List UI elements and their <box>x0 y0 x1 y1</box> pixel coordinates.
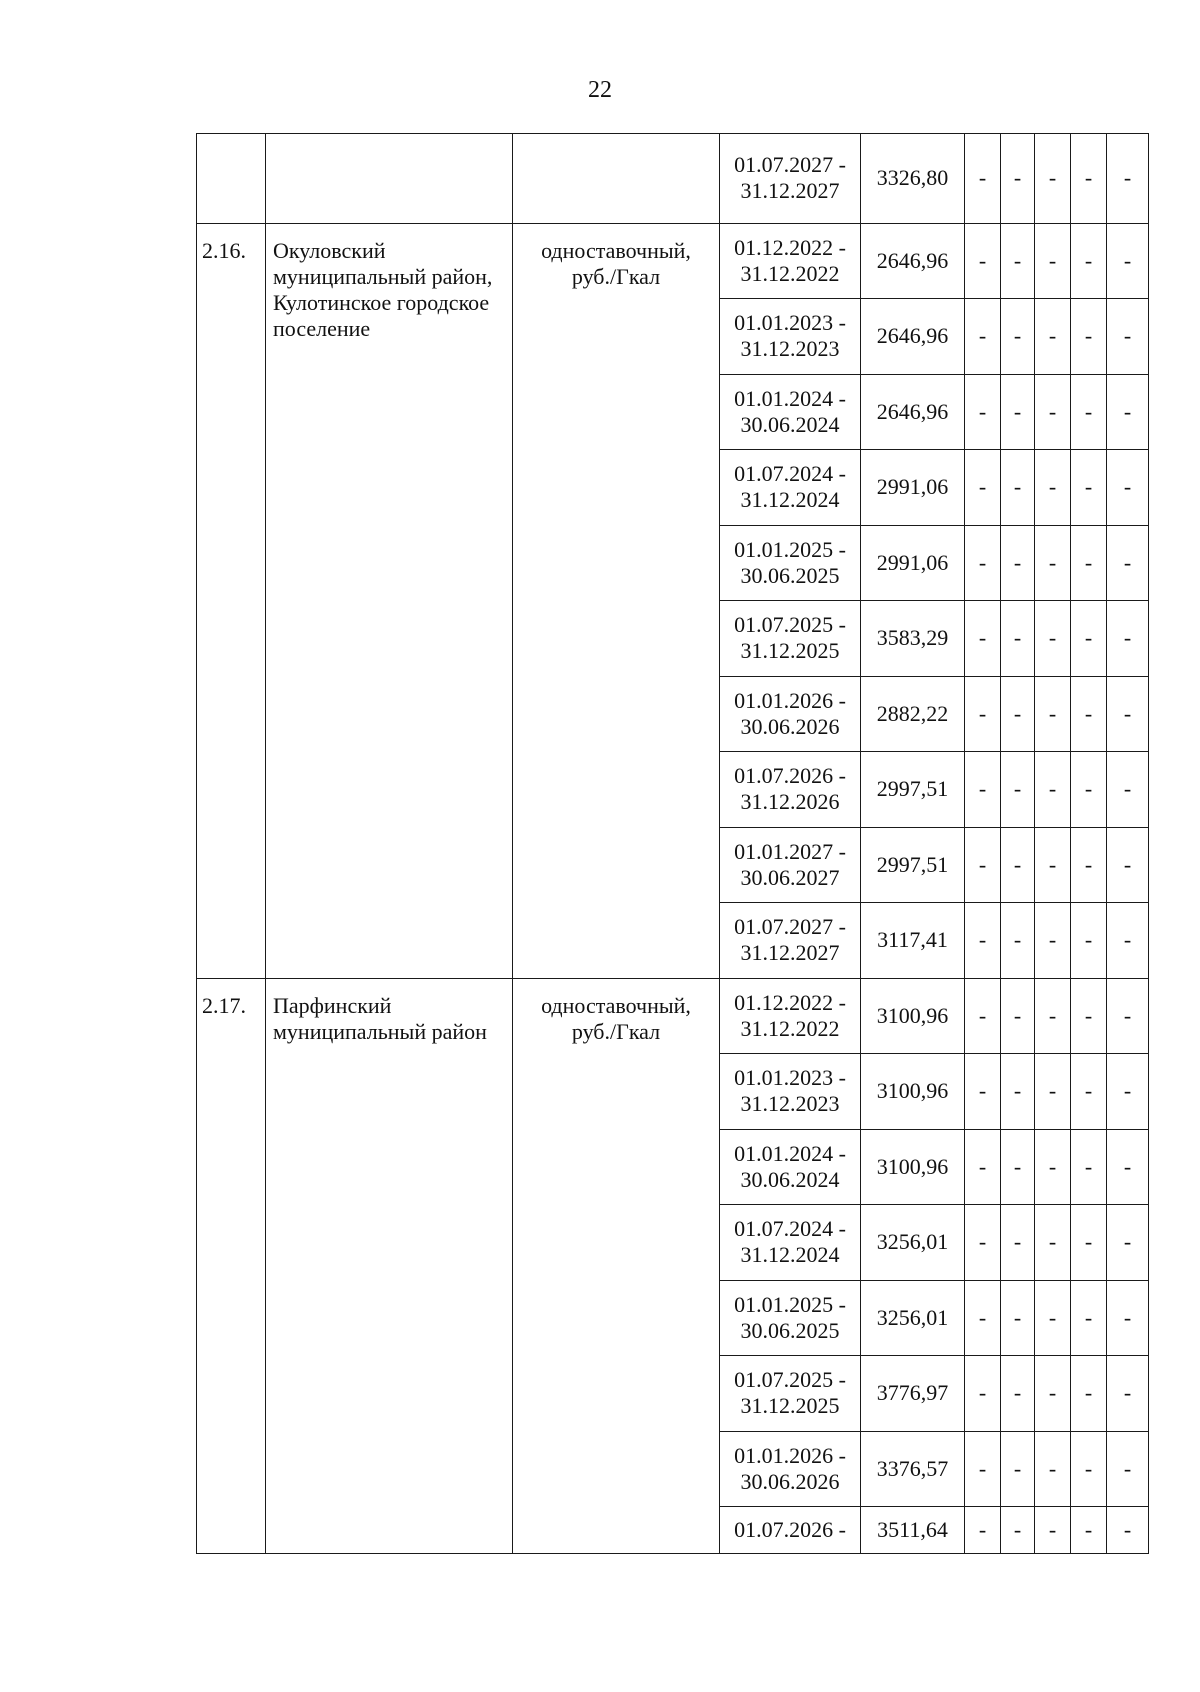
empty-rate-cell: - <box>1107 299 1149 375</box>
period-cell <box>720 827 861 903</box>
empty-rate-cell: - <box>1107 1431 1149 1507</box>
empty-rate-cell: - <box>1107 903 1149 979</box>
empty-rate-cell: - <box>1107 450 1149 526</box>
empty-rate-cell: - <box>1107 601 1149 677</box>
period-end: 30.06.2024 <box>740 411 840 437</box>
empty-rate-cell: - <box>1071 1356 1107 1432</box>
period-cell <box>720 299 861 375</box>
tariff-table <box>196 133 1149 1554</box>
tariff-value-cell: 2646,96 <box>861 223 965 299</box>
row-number-cell: 2.16. <box>197 223 266 978</box>
empty-rate-cell: - <box>1001 1280 1035 1356</box>
page-number: 22 <box>588 77 612 103</box>
tariff-value-cell: 3100,96 <box>861 978 965 1054</box>
empty-rate-cell: - <box>1071 676 1107 752</box>
empty-rate-cell: - <box>1035 978 1071 1054</box>
tariff-value-cell: 3583,29 <box>861 601 965 677</box>
period-end: 30.06.2025 <box>740 562 840 588</box>
tariff-value-cell: 2997,51 <box>861 752 965 828</box>
period-start: 01.01.2025 - <box>734 1291 846 1317</box>
tariff-kind-cell: одноставочный, руб./Гкал <box>513 978 720 1554</box>
period-end: 31.12.2025 <box>740 638 840 664</box>
period-start: 01.07.2024 - <box>734 461 846 487</box>
empty-rate-cell: - <box>1001 374 1035 450</box>
empty-rate-cell: - <box>1035 450 1071 526</box>
empty-rate-cell: - <box>1107 752 1149 828</box>
empty-rate-cell: - <box>1001 676 1035 752</box>
empty-rate-cell: - <box>1035 903 1071 979</box>
tariff-value-cell: 3100,96 <box>861 1129 965 1205</box>
empty-rate-cell: - <box>1107 374 1149 450</box>
period-end: 31.12.2024 <box>740 1242 840 1268</box>
empty-rate-cell: - <box>1107 1205 1149 1281</box>
tariff-value-cell: 3326,80 <box>861 134 965 224</box>
row-number-cell: 2.17. <box>197 978 266 1554</box>
period-cell <box>720 1054 861 1130</box>
area-cell: Парфинский муниципальный район <box>266 978 513 1554</box>
period-cell <box>720 1356 861 1432</box>
empty-rate-cell: - <box>1071 299 1107 375</box>
period-cell <box>720 903 861 979</box>
table-row <box>197 134 1149 224</box>
empty-rate-cell: - <box>1071 601 1107 677</box>
empty-rate-cell: - <box>965 450 1001 526</box>
tariff-value-cell: 3776,97 <box>861 1356 965 1432</box>
empty-rate-cell: - <box>1035 134 1071 224</box>
empty-rate-cell: - <box>965 1507 1001 1554</box>
period-cell <box>720 374 861 450</box>
empty-rate-cell: - <box>1035 374 1071 450</box>
empty-rate-cell: - <box>1071 827 1107 903</box>
period-cell <box>720 1129 861 1205</box>
empty-rate-cell: - <box>965 978 1001 1054</box>
empty-rate-cell: - <box>965 676 1001 752</box>
tariff-value-cell: 3511,64 <box>861 1507 965 1554</box>
period-cell <box>720 978 861 1054</box>
tariff-table-body <box>197 134 1149 1554</box>
empty-rate-cell: - <box>965 1205 1001 1281</box>
row-number-cell <box>197 134 266 224</box>
period-cell <box>720 134 861 224</box>
empty-rate-cell: - <box>965 1129 1001 1205</box>
period-cell <box>720 601 861 677</box>
empty-rate-cell: - <box>1071 1280 1107 1356</box>
tariff-value-cell: 3376,57 <box>861 1431 965 1507</box>
empty-rate-cell: - <box>965 1431 1001 1507</box>
empty-rate-cell: - <box>965 1054 1001 1130</box>
empty-rate-cell: - <box>1107 1054 1149 1130</box>
area-cell: Окуловский муниципальный район, Кулотинское городское поселение <box>266 223 513 978</box>
period-start: 01.01.2024 - <box>734 385 846 411</box>
period-start: 01.01.2023 - <box>734 1065 846 1091</box>
empty-rate-cell: - <box>1071 1205 1107 1281</box>
period-start: 01.01.2024 - <box>734 1140 846 1166</box>
tariff-value-cell: 2991,06 <box>861 525 965 601</box>
empty-rate-cell: - <box>1001 1205 1035 1281</box>
period-start: 01.01.2027 - <box>734 838 846 864</box>
period-cell <box>720 1507 861 1554</box>
period-cell <box>720 223 861 299</box>
empty-rate-cell: - <box>965 525 1001 601</box>
empty-rate-cell: - <box>1035 1054 1071 1130</box>
period-end: 31.12.2027 <box>740 940 840 966</box>
empty-rate-cell: - <box>1035 752 1071 828</box>
period-end: 30.06.2027 <box>740 864 840 890</box>
empty-rate-cell: - <box>1071 978 1107 1054</box>
empty-rate-cell: - <box>1001 299 1035 375</box>
empty-rate-cell: - <box>1035 601 1071 677</box>
empty-rate-cell: - <box>965 827 1001 903</box>
empty-rate-cell: - <box>1107 827 1149 903</box>
empty-rate-cell: - <box>1107 978 1149 1054</box>
empty-rate-cell: - <box>1071 223 1107 299</box>
period-start: 01.12.2022 - <box>734 234 846 260</box>
period-start: 01.07.2026 - <box>734 763 846 789</box>
empty-rate-cell: - <box>965 903 1001 979</box>
empty-rate-cell: - <box>1035 1356 1071 1432</box>
tariff-value-cell: 2646,96 <box>861 299 965 375</box>
period-end: 31.12.2022 <box>740 1015 840 1041</box>
period-end: 30.06.2026 <box>740 1468 840 1494</box>
period-end: 30.06.2024 <box>740 1166 840 1192</box>
period-start: 01.07.2027 - <box>734 152 846 178</box>
tariff-kind-cell <box>513 134 720 224</box>
period-cell <box>720 1205 861 1281</box>
tariff-value-cell: 2991,06 <box>861 450 965 526</box>
empty-rate-cell: - <box>1035 1431 1071 1507</box>
empty-rate-cell: - <box>1107 1356 1149 1432</box>
empty-rate-cell: - <box>1001 1356 1035 1432</box>
period-cell <box>720 752 861 828</box>
period-start: 01.01.2026 - <box>734 1442 846 1468</box>
period-end: 31.12.2026 <box>740 789 840 815</box>
tariff-value-cell: 3256,01 <box>861 1205 965 1281</box>
table-row <box>197 223 1149 299</box>
empty-rate-cell: - <box>1107 1280 1149 1356</box>
empty-rate-cell: - <box>1035 299 1071 375</box>
empty-rate-cell: - <box>1035 1205 1071 1281</box>
period-cell <box>720 1431 861 1507</box>
period-start: 01.12.2022 - <box>734 989 846 1015</box>
empty-rate-cell: - <box>1001 1507 1035 1554</box>
empty-rate-cell: - <box>1001 903 1035 979</box>
period-start: 01.07.2025 - <box>734 612 846 638</box>
empty-rate-cell: - <box>1107 676 1149 752</box>
tariff-value-cell: 3256,01 <box>861 1280 965 1356</box>
empty-rate-cell: - <box>965 752 1001 828</box>
empty-rate-cell: - <box>1001 223 1035 299</box>
empty-rate-cell: - <box>965 134 1001 224</box>
period-start: 01.07.2027 - <box>734 914 846 940</box>
empty-rate-cell: - <box>1035 223 1071 299</box>
empty-rate-cell: - <box>1107 525 1149 601</box>
empty-rate-cell: - <box>1035 676 1071 752</box>
period-end: 31.12.2023 <box>740 336 840 362</box>
empty-rate-cell: - <box>965 1356 1001 1432</box>
empty-rate-cell: - <box>965 223 1001 299</box>
tariff-value-cell: 2646,96 <box>861 374 965 450</box>
table-row <box>197 978 1149 1054</box>
tariff-value-cell: 2997,51 <box>861 827 965 903</box>
empty-rate-cell: - <box>1071 1129 1107 1205</box>
empty-rate-cell: - <box>1001 450 1035 526</box>
period-start: 01.07.2026 - <box>734 1517 846 1542</box>
area-cell <box>266 134 513 224</box>
empty-rate-cell: - <box>1071 450 1107 526</box>
period-end: 31.12.2022 <box>740 260 840 286</box>
empty-rate-cell: - <box>1071 903 1107 979</box>
period-start: 01.01.2025 - <box>734 536 846 562</box>
empty-rate-cell: - <box>1071 525 1107 601</box>
period-end: 31.12.2024 <box>740 487 840 513</box>
empty-rate-cell: - <box>1071 1054 1107 1130</box>
empty-rate-cell: - <box>1001 601 1035 677</box>
period-start: 01.01.2026 - <box>734 687 846 713</box>
period-end: 30.06.2025 <box>740 1317 840 1343</box>
empty-rate-cell: - <box>1035 827 1071 903</box>
empty-rate-cell: - <box>1071 1431 1107 1507</box>
empty-rate-cell: - <box>1001 752 1035 828</box>
empty-rate-cell: - <box>1001 978 1035 1054</box>
tariff-value-cell: 2882,22 <box>861 676 965 752</box>
empty-rate-cell: - <box>1001 134 1035 224</box>
empty-rate-cell: - <box>1107 223 1149 299</box>
empty-rate-cell: - <box>1107 1129 1149 1205</box>
empty-rate-cell: - <box>1071 752 1107 828</box>
empty-rate-cell: - <box>1001 1129 1035 1205</box>
empty-rate-cell: - <box>1071 134 1107 224</box>
period-end: 31.12.2027 <box>740 178 840 204</box>
period-cell <box>720 525 861 601</box>
empty-rate-cell: - <box>965 1280 1001 1356</box>
empty-rate-cell: - <box>1071 374 1107 450</box>
empty-rate-cell: - <box>1001 1431 1035 1507</box>
period-cell <box>720 676 861 752</box>
period-start: 01.07.2024 - <box>734 1216 846 1242</box>
empty-rate-cell: - <box>1035 1129 1071 1205</box>
period-end: 31.12.2023 <box>740 1091 840 1117</box>
period-end: 31.12.2025 <box>740 1393 840 1419</box>
empty-rate-cell: - <box>1071 1507 1107 1554</box>
empty-rate-cell: - <box>1001 827 1035 903</box>
period-cell <box>720 450 861 526</box>
empty-rate-cell: - <box>1035 1280 1071 1356</box>
tariff-value-cell: 3117,41 <box>861 903 965 979</box>
empty-rate-cell: - <box>1001 525 1035 601</box>
period-cell <box>720 1280 861 1356</box>
period-start: 01.01.2023 - <box>734 310 846 336</box>
empty-rate-cell: - <box>1035 525 1071 601</box>
empty-rate-cell: - <box>1035 1507 1071 1554</box>
empty-rate-cell: - <box>965 299 1001 375</box>
empty-rate-cell: - <box>1107 134 1149 224</box>
empty-rate-cell: - <box>965 374 1001 450</box>
period-start: 01.07.2025 - <box>734 1367 846 1393</box>
empty-rate-cell: - <box>1001 1054 1035 1130</box>
empty-rate-cell: - <box>1107 1507 1149 1554</box>
period-end: 30.06.2026 <box>740 713 840 739</box>
empty-rate-cell: - <box>965 601 1001 677</box>
tariff-kind-cell: одноставочный, руб./Гкал <box>513 223 720 978</box>
tariff-value-cell: 3100,96 <box>861 1054 965 1130</box>
